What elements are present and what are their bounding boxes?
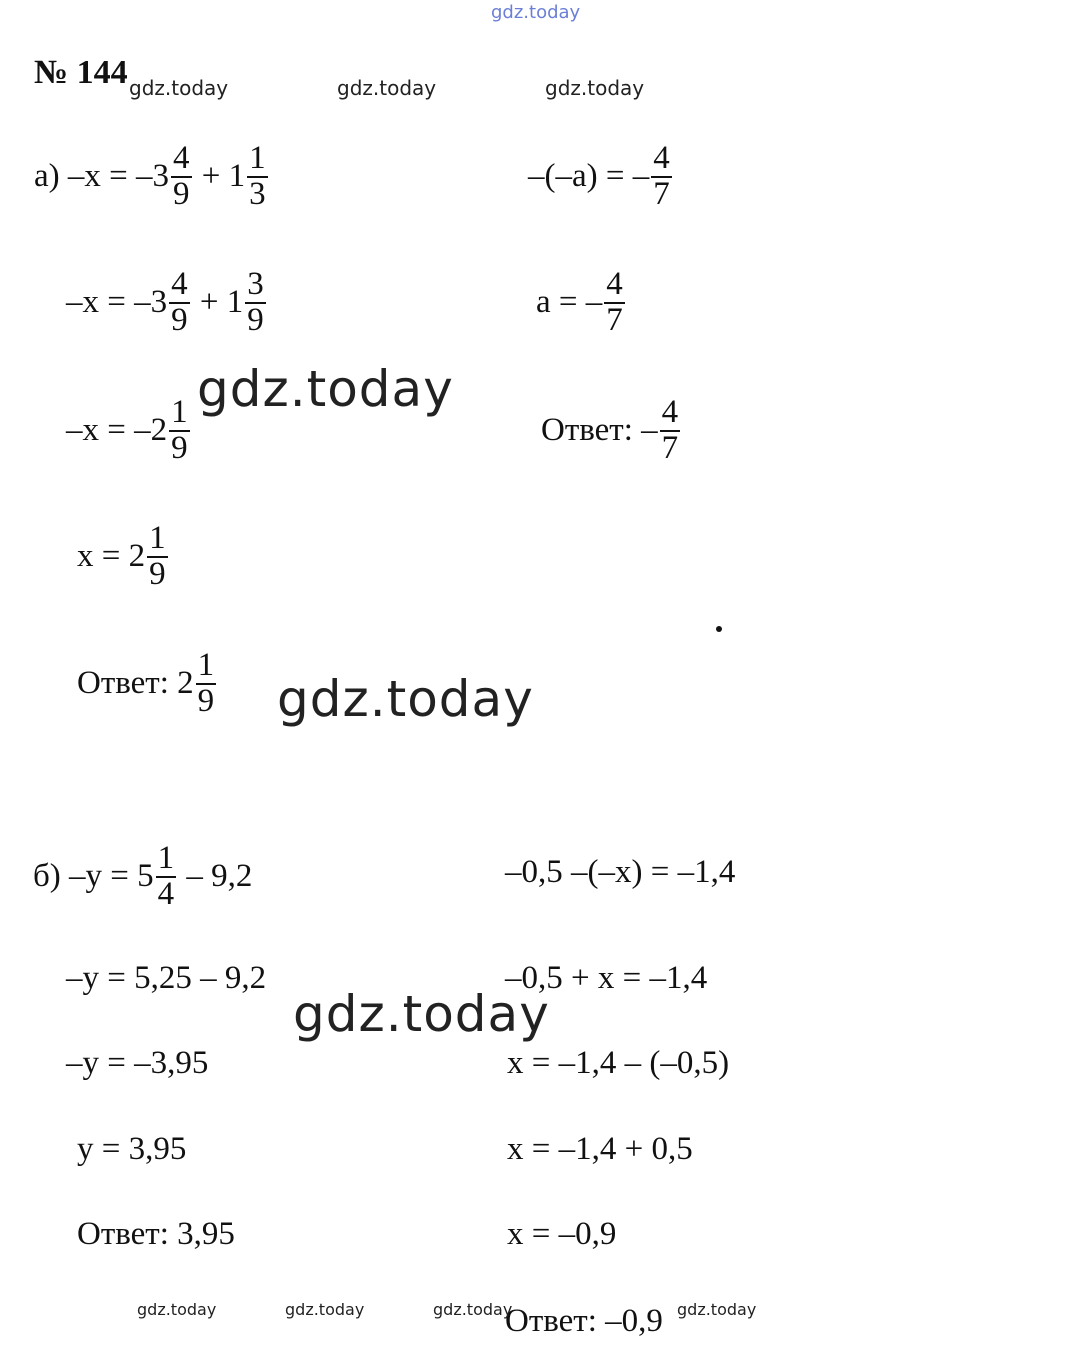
equation-a-right-2: a = – $\frac{4}{7}$ <box>536 266 623 338</box>
watermark: gdz.today <box>277 670 534 728</box>
answer-a-right: Ответ: – $\frac{4}{7}$ <box>541 394 679 466</box>
watermark: gdz.today <box>293 985 550 1043</box>
fraction: $\frac{3}{9}$ <box>247 266 264 338</box>
equation-a-right-1: –(–a) = – $\frac{4}{7}$ <box>528 140 670 212</box>
watermark: gdz.today <box>285 1300 365 1319</box>
answer-b-left: Ответ: 3,95 <box>77 1216 235 1252</box>
watermark: gdz.today <box>129 76 229 100</box>
equation-b-right-3: x = –1,4 – (–0,5) <box>507 1045 730 1081</box>
fraction: $\frac{1}{9}$ <box>149 520 166 592</box>
fraction: $\frac{4}{7}$ <box>606 266 623 338</box>
fraction: $\frac{1}{3}$ <box>249 140 266 212</box>
fraction: $\frac{1}{9}$ <box>171 394 188 466</box>
fraction: $\frac{4}{9}$ <box>173 140 190 212</box>
watermark: gdz.today <box>137 1300 217 1319</box>
fraction: $\frac{1}{4}$ <box>157 840 175 912</box>
equation-b-line-1: б) –y = 5 $\frac{1}{4}$ – 9,2 <box>33 840 253 912</box>
equation-b-right-5: x = –0,9 <box>507 1216 617 1252</box>
watermark: gdz.today <box>677 1300 757 1319</box>
answer-b-right: Ответ: –0,9 <box>505 1303 663 1339</box>
equation-b-line-2: –y = 5,25 – 9,2 <box>66 960 267 996</box>
equation-a-line-4: x = 2 $\frac{1}{9}$ <box>77 520 166 592</box>
watermark: gdz.today <box>491 2 581 23</box>
fraction: $\frac{4}{7}$ <box>661 394 679 466</box>
watermark: gdz.today <box>337 76 437 100</box>
problem-number: № 144 <box>34 54 128 91</box>
equation-a-line-1: а) –x = –3 $\frac{4}{9}$ + 1 $\frac{1}{3}$ <box>34 140 266 212</box>
fraction: $\frac{4}{7}$ <box>653 140 670 212</box>
equation-b-line-3: –y = –3,95 <box>66 1045 209 1081</box>
equation-b-right-2: –0,5 + x = –1,4 <box>505 960 708 996</box>
answer-a-left: Ответ: 2 $\frac{1}{9}$ <box>77 647 215 719</box>
fraction: $\frac{4}{9}$ <box>171 266 188 338</box>
equation-b-right-4: x = –1,4 + 0,5 <box>507 1131 693 1167</box>
equation-b-line-4: y = 3,95 <box>77 1131 187 1167</box>
watermark: gdz.today <box>433 1300 513 1319</box>
equation-b-right-1: –0,5 –(–x) = –1,4 <box>505 854 736 890</box>
fraction: $\frac{1}{9}$ <box>197 647 215 719</box>
watermark: gdz.today <box>545 76 645 100</box>
stray-dot <box>716 626 722 632</box>
equation-a-line-3: –x = –2 $\frac{1}{9}$ <box>66 394 188 466</box>
watermark: gdz.today <box>197 360 454 418</box>
equation-a-line-2: –x = –3 $\frac{4}{9}$ + 1 $\frac{3}{9}$ <box>66 266 264 338</box>
